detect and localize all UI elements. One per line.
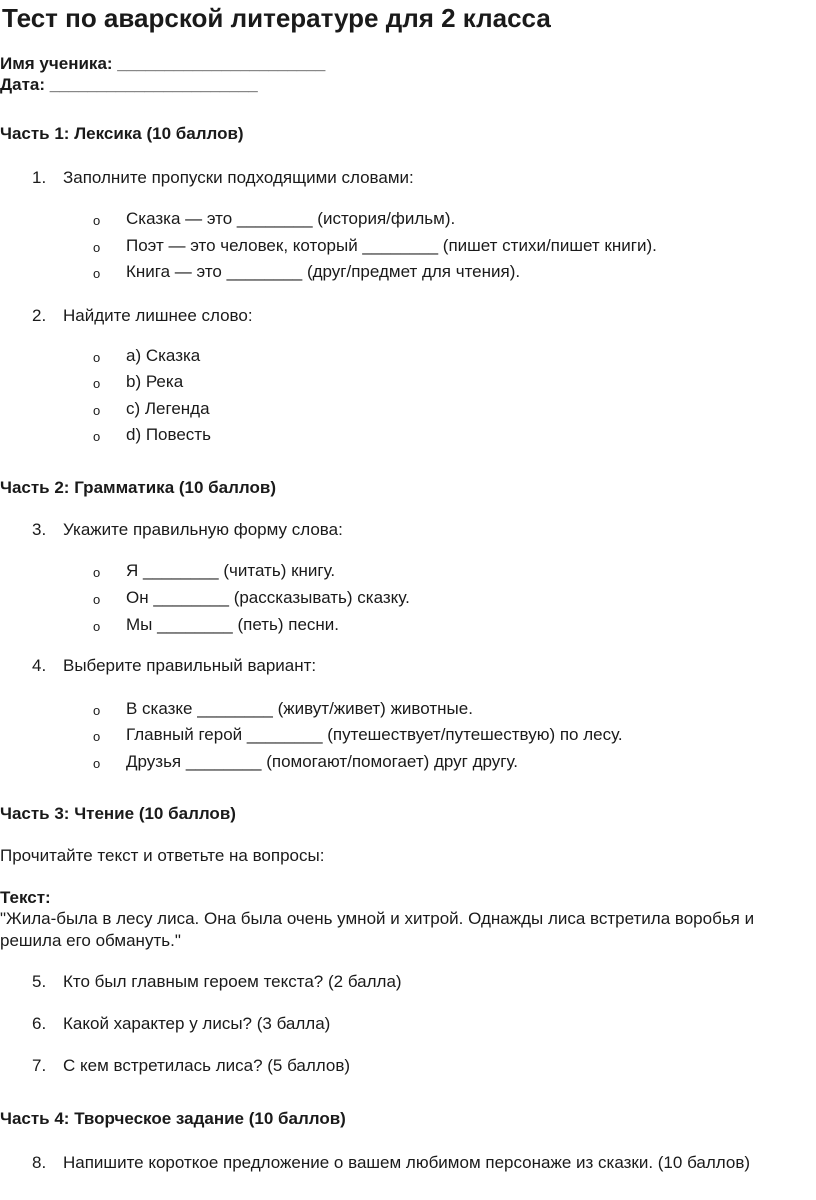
bullet-icon: o [93, 213, 101, 228]
list-item-text: Поэт — это человек, который ________ (пишет стихи/пишет книги). [126, 236, 657, 255]
question-number: 7. [32, 1056, 47, 1075]
document-title: Тест по аварской литературе для 2 класса [2, 3, 551, 33]
bullet-icon: o [93, 403, 101, 418]
list-item-text: В сказке ________ (живут/живет) животные. [126, 699, 473, 718]
bullet-icon: o [93, 565, 101, 580]
reading-instruction: Прочитайте текст и ответьте на вопросы: [0, 846, 325, 865]
list-item [0, 724, 816, 746]
list-item [0, 614, 816, 636]
question-text: С кем встретилась лиса? (5 баллов) [63, 1056, 351, 1075]
list-item [0, 371, 816, 393]
bullet-icon: o [93, 376, 101, 391]
text-label: Текст: [0, 888, 51, 907]
list-item [0, 345, 816, 367]
question-number: 1. [32, 168, 47, 187]
question-text: Какой характер у лисы? (3 балла) [63, 1014, 331, 1033]
question-number: 8. [32, 1153, 47, 1172]
question-2 [0, 305, 816, 327]
question-number: 3. [32, 520, 47, 539]
question-text: Заполните пропуски подходящими словами: [63, 168, 414, 187]
list-item-text: Он ________ (рассказывать) сказку. [126, 588, 410, 607]
bullet-icon: o [93, 703, 101, 718]
list-item-text: Сказка — это ________ (история/фильм). [126, 209, 456, 228]
list-item-text: Я ________ (читать) книгу. [126, 561, 336, 580]
question-text: Найдите лишнее слово: [63, 306, 253, 325]
list-item-text: Книга — это ________ (друг/предмет для чтения). [126, 262, 521, 281]
list-item-text: c) Легенда [126, 399, 210, 418]
part-1-heading: Часть 1: Лексика (10 баллов) [0, 124, 244, 143]
question-6 [0, 1013, 816, 1035]
list-item [0, 424, 816, 446]
list-item [0, 235, 816, 257]
list-item [0, 261, 816, 283]
question-number: 4. [32, 656, 47, 675]
question-8 [0, 1152, 816, 1174]
question-text: Укажите правильную форму слова: [63, 520, 343, 539]
bullet-icon: o [93, 619, 101, 634]
list-item [0, 751, 816, 773]
bullet-icon: o [93, 429, 101, 444]
bullet-icon: o [93, 729, 101, 744]
list-item [0, 208, 816, 230]
part-2-heading: Часть 2: Грамматика (10 баллов) [0, 478, 276, 497]
list-item [0, 587, 816, 609]
part-4-heading: Часть 4: Творческое задание (10 баллов) [0, 1109, 346, 1128]
bullet-icon: o [93, 756, 101, 771]
question-number: 2. [32, 306, 47, 325]
question-1 [0, 167, 816, 189]
bullet-icon: o [93, 240, 101, 255]
question-4 [0, 655, 816, 677]
list-item-text: a) Сказка [126, 346, 201, 365]
list-item-text: b) Река [126, 372, 184, 391]
question-text: Выберите правильный вариант: [63, 656, 317, 675]
reading-passage: "Жила-была в лесу лиса. Она была очень умной и хитрой. Однажды лиса встретила воробья и решила его обмануть." [0, 909, 755, 950]
question-7 [0, 1055, 816, 1077]
student-name-field: Имя ученика: ______________________ [0, 54, 326, 73]
question-number: 5. [32, 972, 47, 991]
question-3 [0, 519, 816, 541]
question-text: Напишите короткое предложение о вашем любимом персонаже из сказки. (10 баллов) [63, 1153, 751, 1172]
bullet-icon: o [93, 592, 101, 607]
list-item-text: Мы ________ (петь) песни. [126, 615, 340, 634]
question-text: Кто был главным героем текста? (2 балла) [63, 972, 402, 991]
bullet-icon: o [93, 266, 101, 281]
question-number: 6. [32, 1014, 47, 1033]
list-item-text: d) Повесть [126, 425, 211, 444]
list-item-text: Друзья ________ (помогают/помогает) друг другу. [126, 752, 519, 771]
date-field: Дата: ______________________ [0, 75, 258, 94]
part-3-heading: Часть 3: Чтение (10 баллов) [0, 804, 236, 823]
bullet-icon: o [93, 350, 101, 365]
list-item [0, 398, 816, 420]
question-5 [0, 971, 816, 993]
list-item-text: Главный герой ________ (путешествует/путешествую) по лесу. [126, 725, 623, 744]
list-item [0, 698, 816, 720]
list-item [0, 560, 816, 582]
